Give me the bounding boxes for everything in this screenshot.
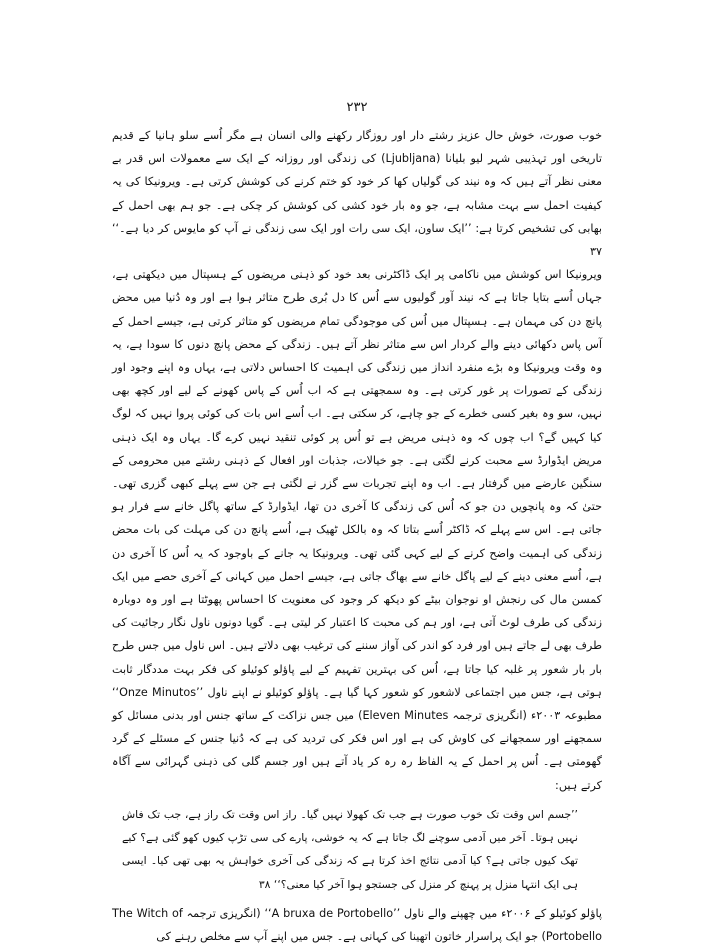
- paragraph: پاؤلو کوئیلو کے ۲۰۰۶ء میں چھپنے والے ناول ’’A bruxa de Portobello‘‘ (انگریزی ترجمہ The Witch of Portobello) جو ایک پراسرار خاتون اتھینا کی کہانی ہے۔ جس میں اپنے آپ سے مخلص رہنے کی: [112, 906, 602, 943]
- block-quote: ’’جسم اس وقت تک خوب صورت ہے جب تک کھولا نہیں گیا۔ راز اس وقت تک راز ہے، جب تک فاش نہیں ہوتا۔ آخر میں آدمی سوچنے لگ جاتا ہے کہ یہ خوشی، پارے کی سی تڑپ کیوں کھو گئی ہے؟ کیے تھک کیوں جاتی ہے؟ کیا آدمی نتائج اخذ کرتا ہے کہ زندگی کی آخری خواہش یہ بھی تھی کیا۔ ایسی ہی ایک انتہا منزل پر پہنچ کر منزل کی جستجو ہوا آخر کیا معنی؟‘‘ ۳۸: [122, 807, 578, 891]
- paragraph: خوب صورت، خوش حال عزیز رشتے دار اور روزگار رکھنے والی انسان ہے مگر اُسے سلو ہانیا کے قدیم تاریخی اور تہذیبی شہر لیو بلیانا (Ljubljana) کی زندگی اور روزانہ کے ایک سے معمولات اس قدر بے معنی نظر آتے ہیں کہ وہ نیند کی گولیاں کھا کر خود کو ختم کرنے کی کوشش کرتی ہے۔ ویرونیکا کی یہ کیفیت احمل سے بہت مشابہ ہے، جو وہ بار خود کشی کی کوشش کر چکی ہے۔ جو ہم بھی احمل کے بھابی کی تشخیص کرتا ہے: ’’ایک ساون، ایک سی رات اور ایک سی زندگی نے آپ کو مایوس کر دیا ہے۔‘‘ ۳۷: [112, 129, 602, 259]
- paragraph: ویرونیکا اس کوشش میں ناکامی پر ایک ڈاکٹرنی بعد خود کو ذہنی مریضوں کے ہسپتال میں دیکھتی ہے، جہاں اُسے بتایا جاتا ہے کہ نیند آور گولیوں سے اُس کا دل بُری طرح متاثر ہوا ہے اور وہ دُنیا میں محض پانچ دن کی مہمان ہے۔ ہسپتال میں اُس کی موجودگی تمام مریضوں کو متاثر کرتی ہے، جیسے احمل کے آس پاس دکھائی دینے والے کردار اس سے متاثر نظر آتے ہیں۔ زندگی کے محض پانچ دنوں کا سودا ہے، یہ وہ وقت ویرونیکا وہ بڑے منفرد انداز میں زندگی کی اہمیت کا احساس دلاتی ہے، یہاں وہ اپنے وجود اور زندگی کے تصورات پر غور کرتی ہے۔ وہ سمجھتی ہے کہ اب اُس کے پاس کھونے کے لیے اور کچھ بھی نہیں، سو وہ بغیر کسی خطرے کے جو چاہے، کر سکتی ہے۔ اب اُسے اس بات کی کوئی پروا نہیں کہ لوگ کیا کہیں گے؟ اب چوں کہ وہ ذہنی مریض ہے تو اُس پر کوئی تنقید نہیں کرے گا۔ یہاں وہ ایک ذہنی مریض ایڈوارڈ سے محبت کرنے لگتی ہے۔ جو خیالات، جذبات اور افعال کے ذہنی رشتے میں محرومی کے سنگین عارضے میں گرفتار ہے۔ اب وہ اپنے تجربات سے گزر نے لگتی ہے جن سے پہلے کبھی گزری تھی۔ حتیٰ کہ وہ پانچویں دن جو کہ اُس کی زندگی کا آخری دن تھا، ایڈوارڈ کے ساتھ پاگل خانے سے فرار ہو جاتی ہے۔ اس سے پہلے کہ ڈاکٹر اُسے بتاتا کہ وہ بالکل ٹھیک ہے، اُسے پانچ دن کی مہلت کی بات محض زندگی کی اہمیت واضح کرنے کے لیے کہی گئی تھی۔ ویرونیکا یہ جانے کے باوجود کہ یہ اُس کا آخری دن ہے، اُسے معنی دینے کے لیے پاگل خانے سے بھاگ جاتی ہے، جیسے احمل میں کہانی کے آخری حصے میں ایک کمسن مال کی رنجش او نوجوان بیٹے کو دیکھ کر وجود کی معنویت کا احساس پھوٹتا ہے اور وہ دوبارہ زندگی کی طرف لوٹ آتی ہے، اور ہم کی محبت کا اعتبار کر لیتی ہے۔ گویا دونوں ناول نگار رجائیت کی طرف بھی لے جاتے ہیں اور فرد کو اندر کی آواز سننے کی ترغیب بھی دلاتے ہیں۔ اس ناول میں جس طرح بار بار شعور پر غلبہ کیا جاتا ہے، اُس کی بہترین تفہیم کے لیے پاؤلو کوئیلو کی فکر بہت مددگار ثابت ہوتی ہے، جس میں اجتماعی لاشعور کو شعور کہا گیا ہے۔ پاؤلو کوئیلو نے اپنے ناول ’’Onze Minutos‘‘ مطبوعہ ۲۰۰۳ء (انگریزی ترجمہ Eleven Minutes) میں جس نزاکت کے ساتھ جنس اور بدنی مسائل کو سمجھنے اور سمجھانے کی کاوش کی ہے اور اس فکر کی تردید کی ہے کہ دُنیا جنس کے مسئلے کے گرد گھومتی ہے۔ اُس پر احمل کے یہ الفاظ رہ رہ کر یاد آتے ہیں اور جسم گلی کی ذہنی گہرائی سے آگاہ کرتے ہیں:: [112, 268, 602, 792]
- page-number: ۲۳۲: [346, 100, 368, 115]
- body-text: [112, 124, 602, 948]
